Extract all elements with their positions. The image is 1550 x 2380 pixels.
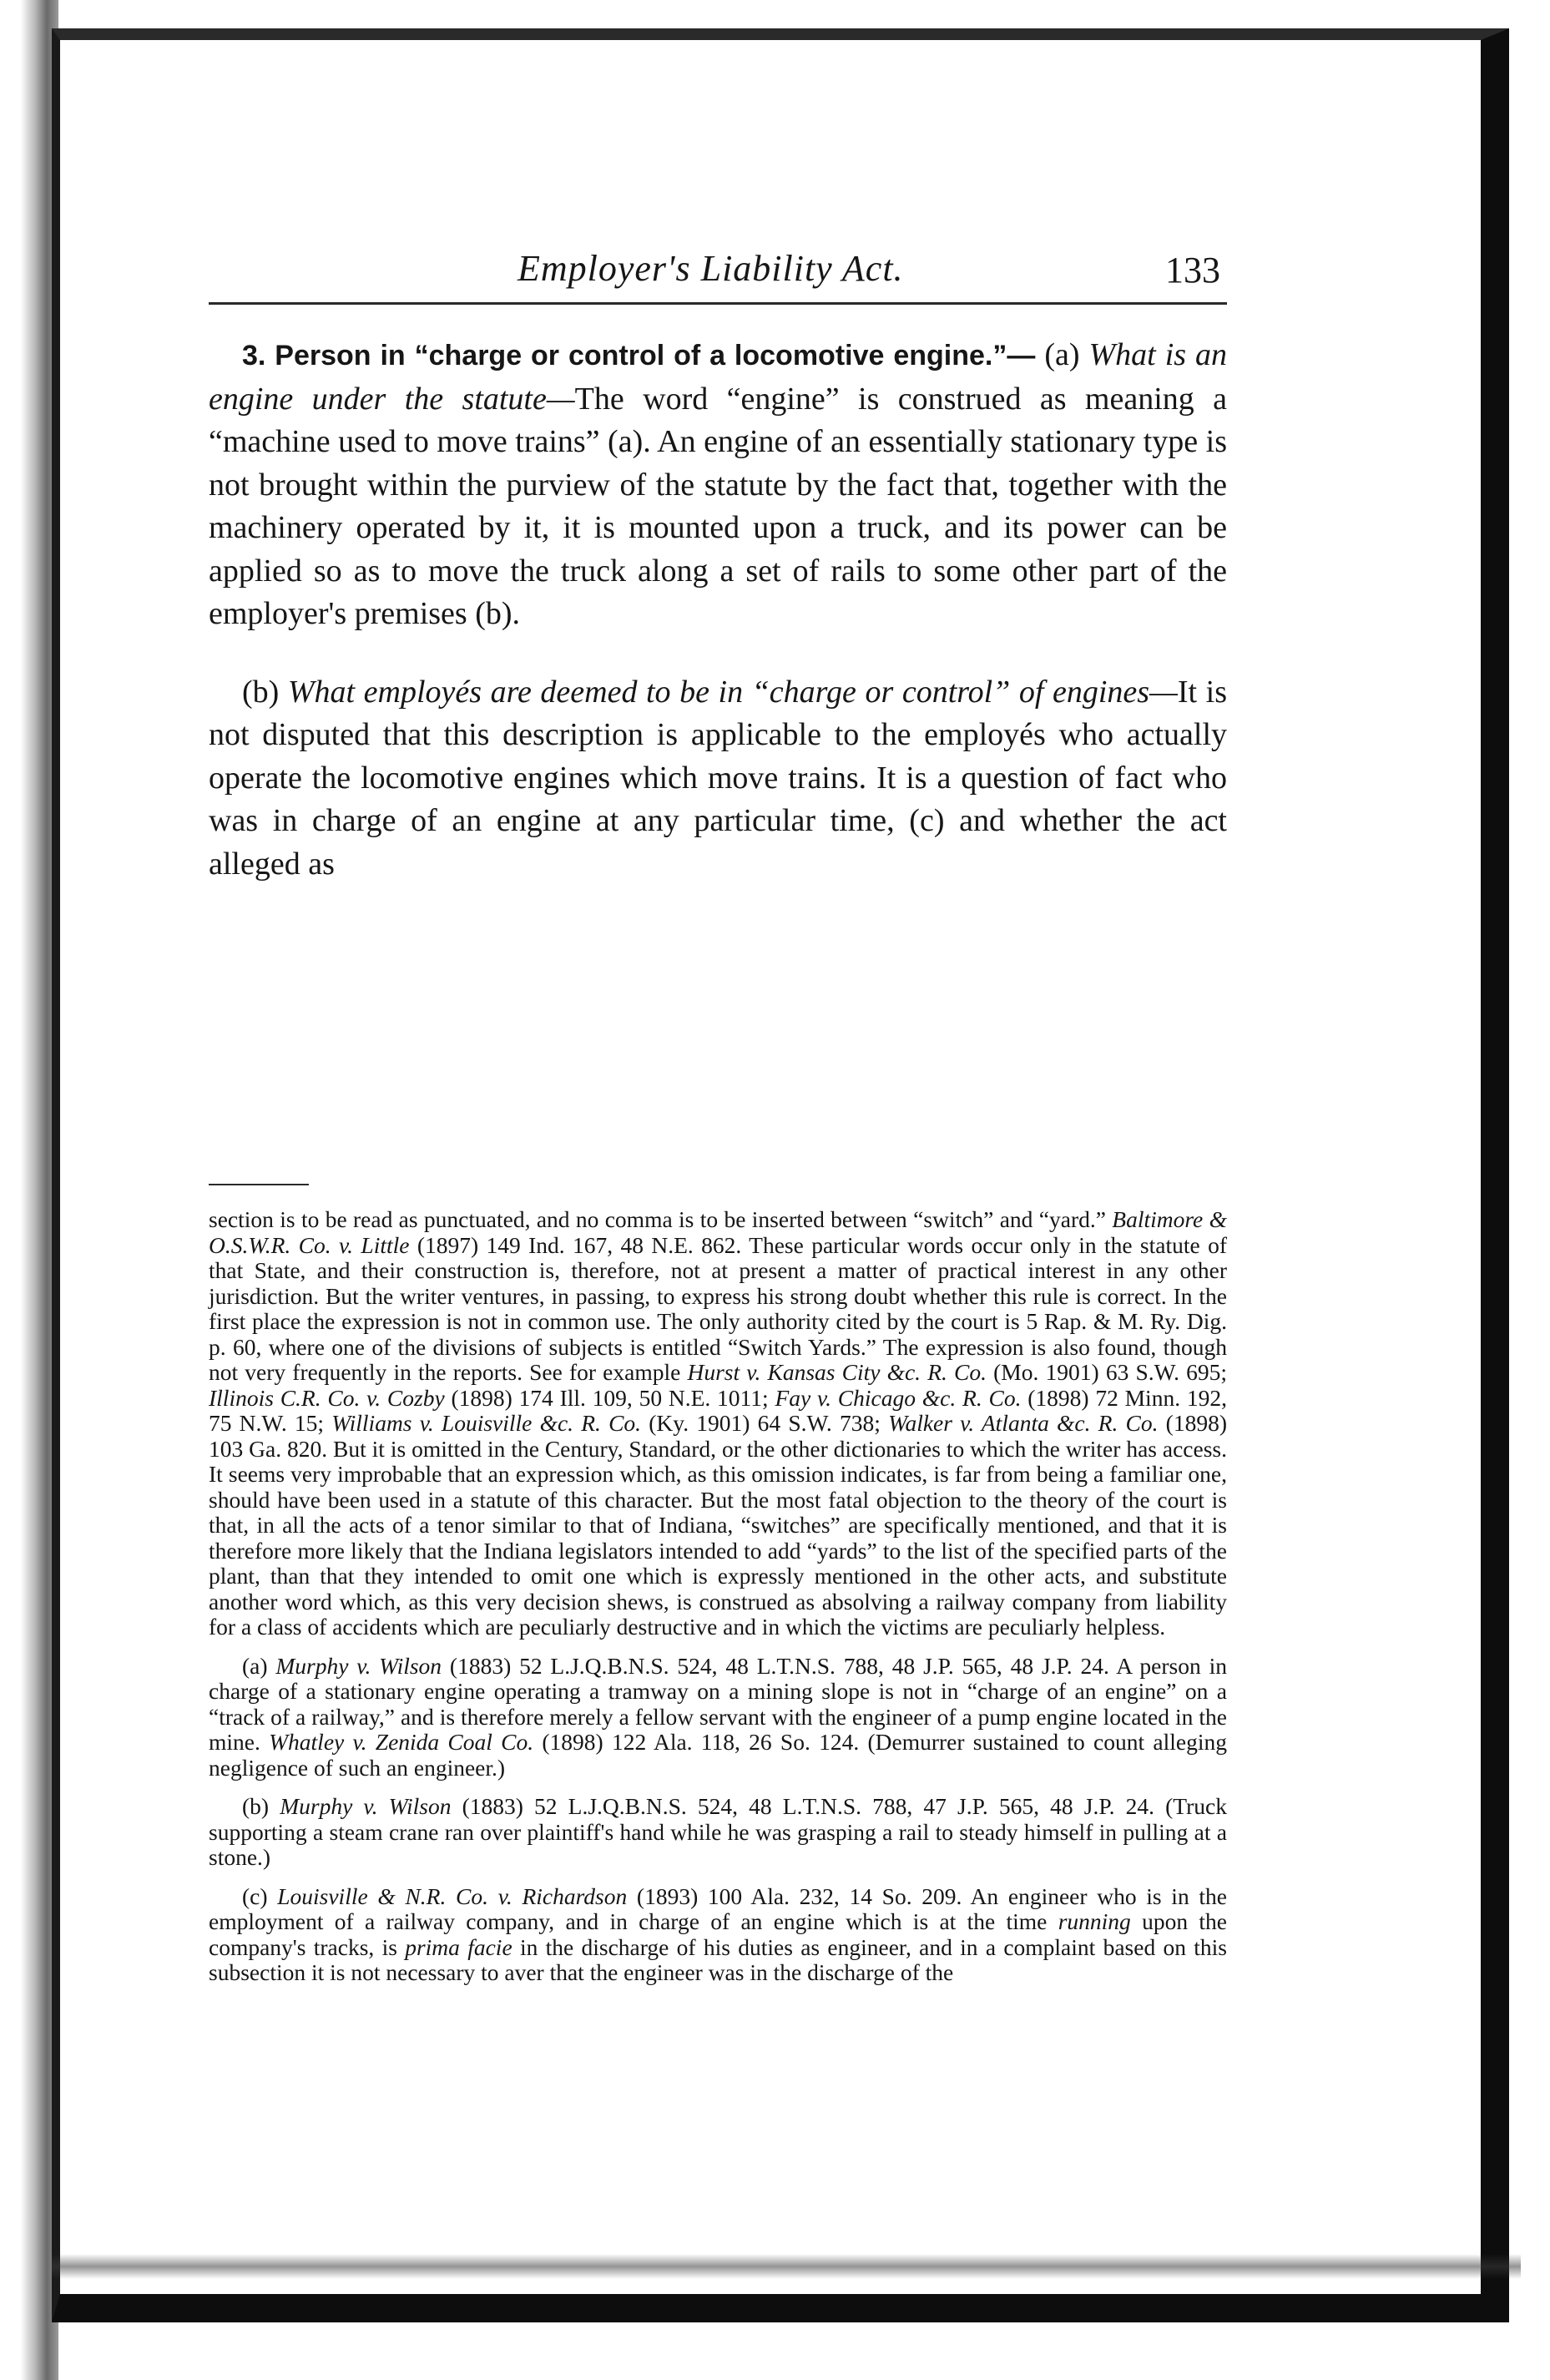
footnote-rule	[209, 1184, 309, 1185]
case-name: Fay v. Chicago &c. R. Co.	[775, 1384, 1022, 1411]
fn-text: section is to be read as punctuated, and no comma is to be inserted between “switch” and “yard.”	[209, 1206, 1113, 1232]
case-name: Illinois C.R. Co. v. Cozby	[209, 1384, 445, 1411]
fn-text: (1893) 100 Ala. 232, 14 So. 209. An engineer who is in the employment of a railway company, and in charge of an engine which is at the time	[209, 1882, 1227, 1934]
fn-text: (1898) 72 Minn. 192, 75 N.W. 15;	[209, 1384, 1227, 1436]
footnote-c	[209, 1884, 1227, 1986]
footnotes	[209, 1207, 1227, 1986]
main-text	[209, 334, 1227, 886]
case-name: Murphy v. Wilson	[275, 1652, 442, 1679]
case-name: Baltimore & O.S.W.R. Co. v. Little	[209, 1206, 1228, 1258]
paragraph-b	[209, 671, 1227, 887]
running-title: Employer's Liability Act.	[518, 248, 904, 289]
fn-text: (1898) 122 Ala. 118, 26 So. 124. (Demurrer sustained to count alleging negligence of such an engineer.)	[209, 1729, 1227, 1781]
para-b-label: (b)	[242, 674, 280, 710]
para-b-text: It is not disputed that this description is applicable to the employés who actually operate the locomotive engines which move trains. It is a question of fact who was in charge of an engine at any particular time, (c) and whether the act alleged as	[209, 674, 1227, 882]
fn-text: upon the company's tracks, is	[209, 1908, 1227, 1960]
fn-text: (1897) 149 Ind. 167, 48 N.E. 862. These particular words occur only in the statute of that State, and their construction is, therefore, not at present a matter of practical interest in any other jurisdiction. But the writer ventures, in passing, to express his strong doubt whether this rule is correct. In the first place the expression is not in common use. The only authority cited by the court is 5 Rap. & M. Ry. Dig. p. 60, where one of the divisions of subjects is entitled “Switch Yards.” The expression is also found, though not very frequently in the reports. See for example	[209, 1231, 1227, 1385]
emphasis: running	[1058, 1908, 1131, 1934]
footnote-label: (b)	[242, 1793, 280, 1819]
fn-text: (Mo. 1901) 63 S.W. 695;	[987, 1359, 1227, 1385]
fn-text: (1898) 103 Ga. 820. But it is omitted in the Century, Standard, or the other dictionaries to which the writer has access. It seems very improbable that an expression which, as this omission indicates, is far from being a familiar one, should have been used in a statute of this character. But the most fatal objection to the theory of the court is that, in all the acts of a tenor similar to that of Indiana, “switches” are specifically mentioned, and that it is therefore more likely that the Indiana legislators intended to add “yards” to the list of the specified parts of the plant, than that they intended to omit one which is expressly mentioned in the other acts, and substitute another word which, as this very decision shews, is construed as absolving a railway company from liability for a class of accidents which are peculiarly destructive and in which the victims are peculiarly helpless.	[209, 1410, 1227, 1640]
book-page	[209, 247, 1228, 1985]
fn-text: (Ky. 1901) 64 S.W. 738;	[641, 1410, 889, 1436]
para-a-label: (a)	[1044, 337, 1080, 372]
page-number: 133	[1165, 250, 1220, 291]
case-name: Hurst v. Kansas City &c. R. Co.	[687, 1359, 987, 1385]
fn-text: (1898) 174 Ill. 109, 50 N.E. 1011;	[444, 1384, 775, 1411]
fn-text: in the discharge of his duties as engineer, and in a complaint based on this subsection it is not necessary to aver that the engineer was in the discharge of the	[209, 1933, 1228, 1985]
scan-edge	[0, 0, 58, 2380]
para-a-subhead: What is an engine under the statute—	[209, 337, 1228, 417]
footnote-a	[209, 1654, 1227, 1781]
footnote-b	[209, 1794, 1227, 1871]
case-name: Louisville & N.R. Co. v. Richardson	[277, 1882, 628, 1909]
emphasis: prima facie	[405, 1933, 512, 1960]
scan-streak	[52, 2254, 1521, 2279]
fn-text: (1883) 52 L.J.Q.B.N.S. 524, 48 L.T.N.S. 788, 48 J.P. 565, 48 J.P. 24. A person in charge of a stationary engine operating a tramway on a mining slope is not in “charge of an engine” on a “track of a railway,” and is therefore merely a fellow servant with the engineer of a pump engine located in the mine.	[209, 1652, 1227, 1755]
footnote-label: (c)	[242, 1882, 278, 1909]
case-name: Whatley v. Zenida Coal Co.	[269, 1729, 534, 1755]
paragraph-a	[209, 334, 1227, 636]
case-name: Walker v. Atlanta &c. R. Co.	[888, 1410, 1159, 1436]
fn-text: (1883) 52 L.J.Q.B.N.S. 524, 48 L.T.N.S. 788, 47 J.P. 565, 48 J.P. 24. (Truck supporting a steam crane ran over plaintiff's hand while he was grasping a rail to steady himself in pulling at a stone.)	[209, 1793, 1227, 1870]
footnote-continuation	[209, 1207, 1227, 1640]
footnote-label: (a)	[242, 1652, 276, 1679]
para-a-text: The word “engine” is construed as meaning a “machine used to move trains” (a). An engine of an essentially stationary type is not brought within the purview of the statute by the fact that, together with the machinery operated by it, it is mounted upon a truck, and its power can be applied so as to move the truck along a set of rails to some other part of the employer's premises (b).	[209, 381, 1228, 631]
header-rule	[209, 302, 1227, 305]
case-name: Williams v. Louisville &c. R. Co.	[331, 1410, 642, 1436]
section-heading: 3. Person in “charge or control of a locomotive engine.”—	[242, 340, 1036, 371]
para-b-subhead: What employés are deemed to be in “charge or control” of engines—	[287, 674, 1178, 710]
page-header	[209, 247, 1227, 299]
case-name: Murphy v. Wilson	[280, 1793, 452, 1819]
